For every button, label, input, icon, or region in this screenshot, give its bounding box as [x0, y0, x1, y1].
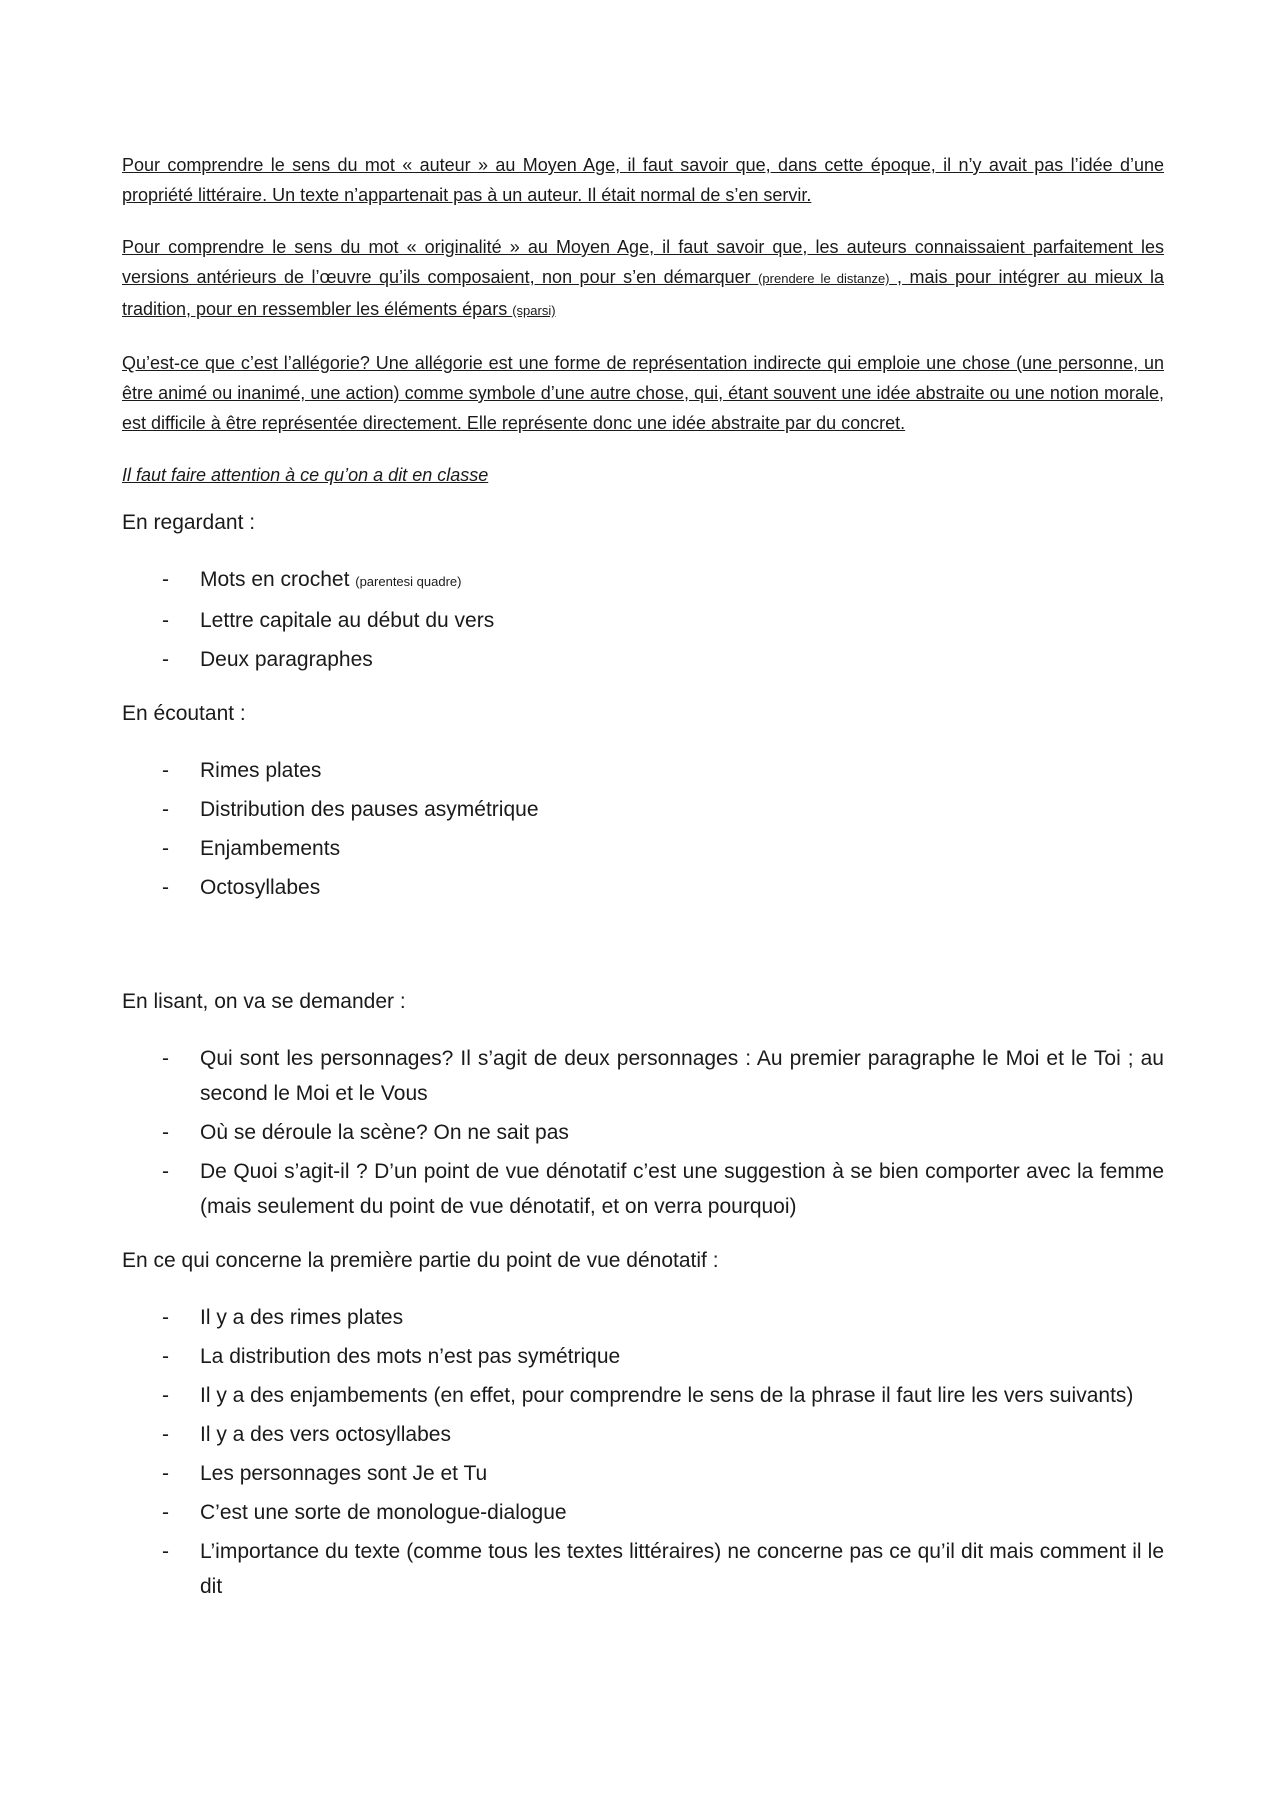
dash-bullet: -: [162, 648, 169, 671]
list-item: [122, 870, 1164, 905]
list-item-text: La distribution des mots n’est pas symétrique: [200, 1345, 621, 1368]
heading-en-ecoutant: En écoutant :: [122, 702, 246, 725]
list-item: [122, 562, 1164, 599]
heading-premiere-partie: En ce qui concerne la première partie du point de vue dénotatif :: [122, 1249, 719, 1272]
dash-bullet: -: [162, 1462, 169, 1485]
list-item: [122, 1154, 1164, 1224]
dash-bullet: -: [162, 568, 169, 591]
paragraph-attention: Il faut faire attention à ce qu’on a dit en classe: [122, 465, 489, 485]
list-item: [122, 1534, 1164, 1604]
dash-bullet: -: [162, 1306, 169, 1329]
document-page: [122, 150, 1164, 1624]
list-item: [122, 1456, 1164, 1491]
blank-spacer: [122, 925, 1164, 985]
list-item: [122, 1115, 1164, 1150]
list-item: [122, 1300, 1164, 1335]
note-sparsi: (sparsi): [512, 303, 556, 318]
list-item-text: C’est une sorte de monologue-dialogue: [200, 1501, 567, 1524]
list-item: [122, 1339, 1164, 1374]
list-item-text: Distribution des pauses asymétrique: [200, 798, 539, 821]
dash-bullet: -: [162, 837, 169, 860]
dash-bullet: -: [162, 609, 169, 632]
dash-bullet: -: [162, 1345, 169, 1368]
note-prendere-le-distanze: (prendere le distanze): [758, 271, 890, 286]
note-parentesi-quadre: (parentesi quadre): [355, 574, 462, 589]
dash-bullet: -: [162, 798, 169, 821]
dash-bullet: -: [162, 1501, 169, 1524]
list-item-text: Rimes plates: [200, 759, 322, 782]
list-en-lisant: [122, 1041, 1164, 1224]
paragraph-originalite: [122, 232, 1164, 326]
dash-bullet: -: [162, 1423, 169, 1446]
dash-bullet: -: [162, 1160, 169, 1183]
dash-bullet: -: [162, 1047, 169, 1070]
list-en-ecoutant: [122, 753, 1164, 905]
list-item-text: Il y a des enjambements (en effet, pour comprendre le sens de la phrase il faut lire les vers suivants): [200, 1384, 1134, 1407]
list-item: [122, 792, 1164, 827]
list-item: [122, 1495, 1164, 1530]
dash-bullet: -: [162, 759, 169, 782]
list-item-text: Octosyllabes: [200, 876, 321, 899]
list-item-text: Il y a des vers octosyllabes: [200, 1423, 451, 1446]
heading-en-lisant: En lisant, on va se demander :: [122, 990, 406, 1013]
paragraph-allegorie: Qu’est-ce que c’est l’allégorie? Une allégorie est une forme de représentation indirecte qui emploie une chose (une personne, un être animé ou inanimé, une action) comme symbole d’une autre chose, qui, étant souvent une idée abstraite ou une notion morale, est difficile à être représentée directement. Elle représente donc une idée abstraite par du concret.: [122, 353, 1164, 433]
list-item-text: Mots en crochet: [200, 568, 356, 591]
paragraph-auteur: Pour comprendre le sens du mot « auteur » au Moyen Age, il faut savoir que, dans cette époque, il n’y avait pas l’idée d’une propriété littéraire. Un texte n’appartenait pas à un auteur. Il était normal de s’en servir.: [122, 155, 1164, 205]
dash-bullet: -: [162, 1384, 169, 1407]
list-item: [122, 642, 1164, 677]
list-en-regardant: [122, 562, 1164, 677]
list-premiere-partie: [122, 1300, 1164, 1604]
list-item-text: Deux paragraphes: [200, 648, 373, 671]
list-item-text: Enjambements: [200, 837, 341, 860]
heading-en-regardant: En regardant :: [122, 511, 256, 534]
list-item: [122, 1378, 1164, 1413]
list-item: [122, 1041, 1164, 1111]
list-item: [122, 603, 1164, 638]
list-item-text: Il y a des rimes plates: [200, 1306, 404, 1329]
list-item: [122, 831, 1164, 866]
list-item-text: Les personnages sont Je et Tu: [200, 1462, 488, 1485]
dash-bullet: -: [162, 1540, 169, 1563]
list-item-text: L’importance du texte (comme tous les textes littéraires) ne concerne pas ce qu’il dit mais comment il le dit: [200, 1540, 1164, 1598]
dash-bullet: -: [162, 876, 169, 899]
list-item-text: Où se déroule la scène? On ne sait pas: [200, 1121, 569, 1144]
list-item: [122, 753, 1164, 788]
list-item-text: Lettre capitale au début du vers: [200, 609, 495, 632]
list-item-text: De Quoi s’agit-il ? D’un point de vue dénotatif c’est une suggestion à se bien comporter avec la femme (mais seulement du point de vue dénotatif, et on verra pourquoi): [200, 1160, 1164, 1218]
list-item: [122, 1417, 1164, 1452]
paragraph-originalite-text-1: Pour comprendre le sens du mot « originalité » au Moyen Age, il faut savoir que, les auteurs connaissaient parfaitement les versions antérieurs de l’œuvre qu’ils composaient, non pour s’en démarquer: [122, 237, 1164, 287]
paragraph-originalite-text-2: , mais pour intégrer au mieux la tradition, pour en ressembler les éléments épars: [122, 267, 1164, 319]
list-item-text: Qui sont les personnages? Il s’agit de deux personnages : Au premier paragraphe le Moi et le Toi ; au second le Moi et le Vous: [200, 1047, 1164, 1105]
dash-bullet: -: [162, 1121, 169, 1144]
